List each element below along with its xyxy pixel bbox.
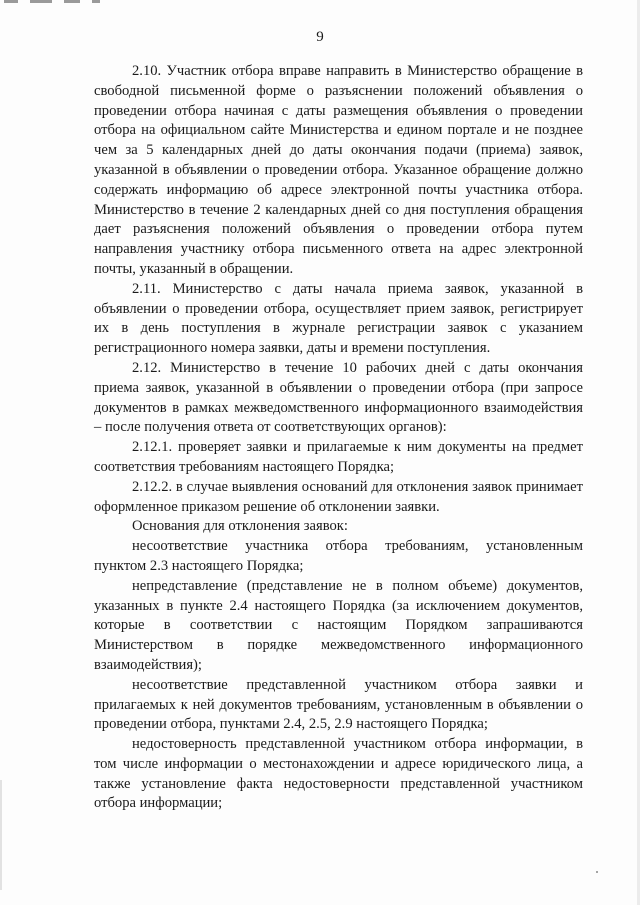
- rejection-ground-item: недостоверность представленной участником отбора информации, в том числе информации о местонахождении и адресе юридического лица, а также установление факта недостоверности представленной участником отбора информации;: [94, 736, 583, 812]
- rejection-grounds-heading: Основания для отклонения заявок:: [132, 518, 348, 535]
- rejection-ground-item: непредставление (представление не в полном объеме) документов, указанных в пункте 2.4 настоящего Порядка (за исключением документов, которые в соответствии с настоящим Порядком запрашиваются Министерством в порядке межведомственного информационного взаимодействия);: [94, 577, 583, 673]
- paragraph-2-11: 2.11. Министерство с даты начала приема заявок, указанной в объявлении о проведении отбора, осуществляет прием заявок, регистрирует их в день поступления в журнале регистрации заявок с указанием регистрационного номера заявки, даты и времени поступления.: [94, 280, 583, 357]
- paragraph-2-12-2: 2.12.2. в случае выявления оснований для отклонения заявок принимает оформленное приказом решение об отклонении заявки.: [94, 478, 583, 515]
- paragraph-2-12-1: 2.12.1. проверяет заявки и прилагаемые к ним документы на предмет соответствия требованиям настоящего Порядка;: [94, 439, 583, 475]
- rejection-ground-item: несоответствие участника отбора требованиям, установленным пунктом 2.3 настоящего Порядка;: [94, 538, 583, 574]
- rejection-ground-item: несоответствие представленной участником отбора заявки и прилагаемых к ней документов требованиям, установленным в объявлении о проведении отбора, пунктами 2.4, 2.5, 2.9 настоящего Порядка;: [94, 676, 583, 733]
- scan-speck: [596, 871, 598, 873]
- paragraph-2-12: 2.12. Министерство в течение 10 рабочих дней с даты окончания приема заявок, указанной в объявлении о проведении отбора (при запросе документов в рамках межведомственного информационного взаимодействия – после получения ответа от соответствующих органов):: [94, 359, 583, 436]
- document-body: [94, 62, 583, 814]
- scan-artifact-marks: [0, 0, 120, 6]
- page-number: 9: [316, 29, 324, 45]
- paragraph-2-10: 2.10. Участник отбора вправе направить в Министерство обращение в свободной письменной форме о разъяснении положений объявления о проведении отбора начиная с даты размещения объявления о проведении отбора на официальном сайте Министерства и едином портале и не позднее чем за 5 календарных дней до даты окончания подачи (приема) заявок, указанной в объявлении о проведении отбора. Указанное обращение должно содержать информацию об адресе электронной почты участника отбора. Министерство в течение 2 календарных дней со дня поступления обращения дает разъяснения положений объявления о проведении отбора путем направления участнику отбора письменного ответа на адрес электронной почты, указанный в обращении.: [94, 63, 583, 277]
- scan-edge-shadow: [0, 780, 2, 890]
